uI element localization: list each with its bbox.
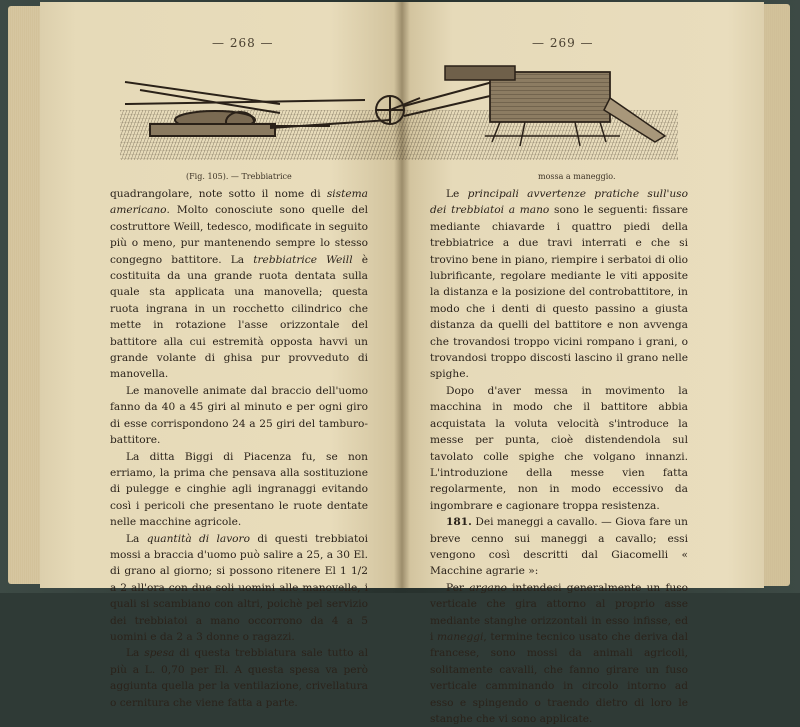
paragraph: La ditta Biggi di Piacenza fu, se non erriamo, la prima che pensava alla sostituzione di pulegge e cinghie agli ingranaggi evitando così i pericoli che presentano le ruote dentate nelle macchine agricole.: [110, 450, 368, 529]
left-page-body: [110, 186, 368, 711]
paragraph: La quantità di lavoro di questi trebbiatoi mossi a braccia d'uomo può salire a 25, a 30 El. di grano al giorno; si possono ritenere El 1 1/2 a 2 all'ora con due soli uomini alle manovelle, i quali si scambiano con altri, poichè pel servizio dei trebbiatoi a mano occorrono da 4 a 5 uomini e da 2 a 3 donne o ragazzi.: [110, 532, 369, 643]
paragraph: 181. Dei maneggi a cavallo. — Giova fare un breve cenno sui maneggi a cavallo; essi vengono così descritti dal Giacomelli « Macchine agrarie »:: [430, 516, 688, 578]
paragraph: Le manovelle animate dal braccio dell'uomo fanno da 40 a 45 giri al minuto e per ogni giro di esse corrispondono 24 a 25 giri del tamburo-battitore.: [110, 384, 368, 447]
paragraph: Per argano intendesi generalmente un fuso verticale che gira attorno al proprio asse mediante stanghe orizzontali in esso infisse, ed i maneggi, termine tecnico usato che deriva dal francese, sono mossi da animali agricoli, solitamente cavalli, che fanno girare un fuso verticale camminando in circolo intorno ad esso e spingendo o traendo dietro di loro le stanghe che vi sono applicate.: [430, 581, 689, 725]
figure-caption-left: (Fig. 105). — Trebbiatrice: [186, 172, 292, 181]
paragraph: La spesa di questa trebbiatura sale tutto al più a L. 0,70 per El. A questa spesa va però aggiunta quella per la ventilazione, crivellatura o cernitura che viene fatta a parte.: [110, 647, 368, 709]
paragraph: Le principali avvertenze pratiche sull'uso dei trebbiatoi a mano sono le seguenti: fissare mediante chiavarde i quattro piedi della trebbiatrice a due travi interrati e che si trovino bene in piano, riempire i serbatoi di olio lubrificante, regolare mediante le viti apposite la distanza e la posizione del controbattitore, in modo che i denti di questo passino a giusta distanza da quelli del battitore e non avvenga che trovandosi troppo vicini rompano i grani, o trovandosi troppo discosti lascino il grano nelle spighe.: [430, 188, 689, 381]
paragraph: quadrangolare, note sotto il nome di sistema americano. Molto conosciute sono quelle del costruttore Weill, tedesco, modificate in seguito più o meno, pur mantenendo sempre lo stesso congegno battitore. La trebbiatrice Weill è costituita da una grande ruota dentata sulla quale sta applicata una manovella; questa ruota ingrana in un rocchetto cilindrico che mette in rotazione l'asse orizzontale del battitore alla cui estremità opposta havvi un grande volante di ghisa pur provveduto di manovella.: [110, 188, 368, 381]
left-page-number: — 268 —: [212, 36, 274, 50]
figure-caption-right: mossa a maneggio.: [538, 172, 616, 181]
threshing-machine-illustration: [120, 58, 678, 162]
right-page-number: — 269 —: [532, 36, 594, 50]
paragraph: Dopo d'aver messa in movimento la macchina in modo che il battitore abbia acquistata la voluta velocità s'introduce la messe per punta, cioè distendendola sul tavolato colle spighe che volgano innanzi. L'introduzione della messe vien fatta regolarmente, non in modo eccessivo da ingombrare e cagionare troppa resistenza.: [430, 384, 688, 512]
right-page-body: [430, 186, 688, 727]
